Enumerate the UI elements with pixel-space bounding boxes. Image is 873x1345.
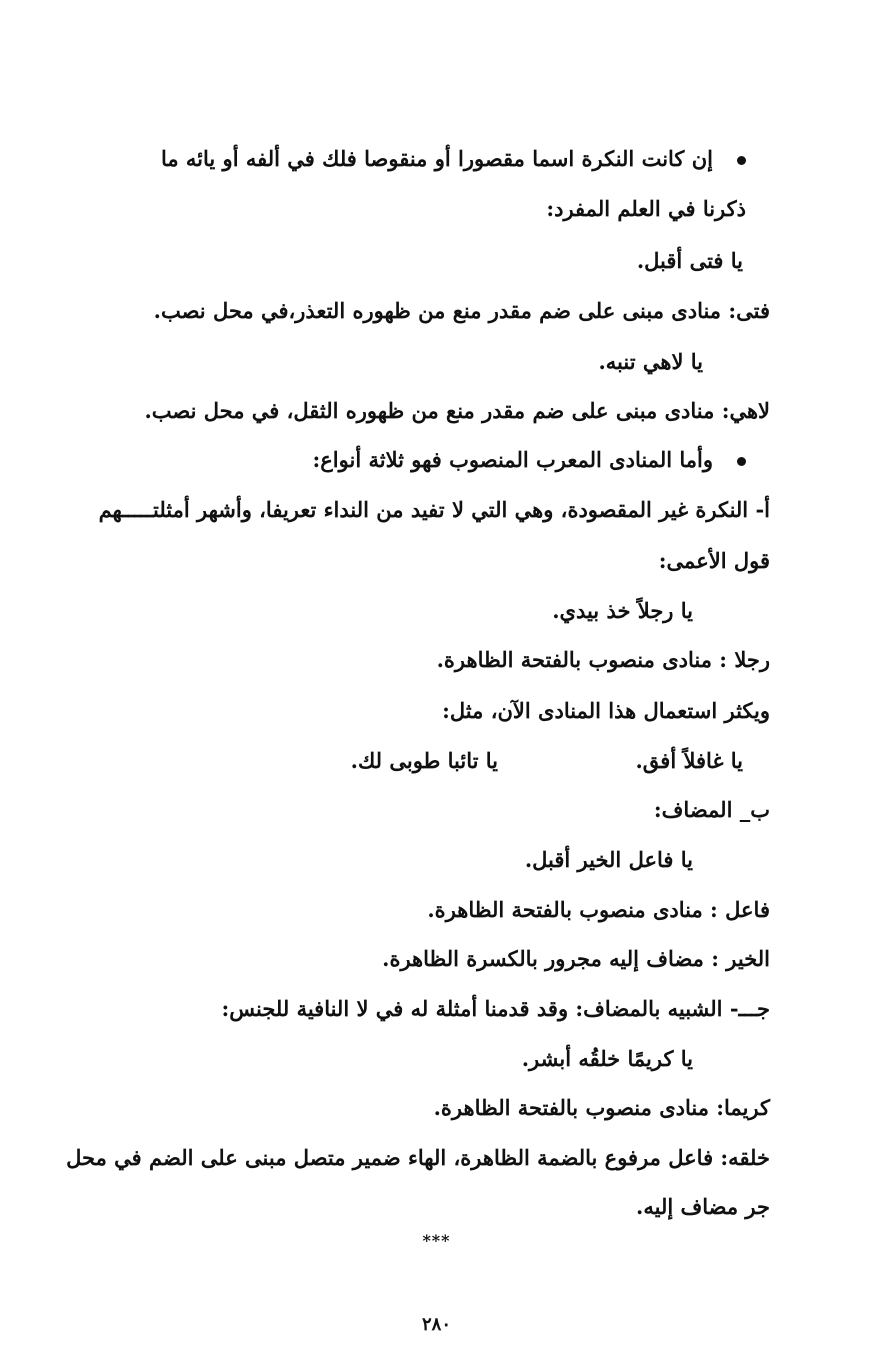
example-second: يا تائبا طوبى لك. — [350, 748, 498, 773]
text-line: أ- النكرة غير المقصودة، وهي التي لا تفيد من النداء تعريفا، وأشهر أمثلتـــــهم — [98, 497, 770, 522]
example-line: يا فتى أقبل. — [636, 248, 743, 273]
example-first: يا غافلاً أفق. — [635, 748, 743, 773]
bullet-paragraph-1 — [161, 144, 746, 174]
text-line: كريما: منادى منصوب بالفتحة الظاهرة. — [433, 1095, 770, 1120]
text-line: إن كانت النكرة اسما مقصورا أو منقوصا فلك في ألفه أو يائه ما — [160, 146, 713, 171]
text-line: خلقه: فاعل مرفوع بالضمة الظاهرة، الهاء ضمير متصل مبنى على الضم في محل — [66, 1145, 770, 1170]
example-line: يا رجلاً خذ بيدي. — [552, 598, 693, 623]
page-number: ٢٨٠ — [421, 1314, 451, 1335]
text-line: جـــ- الشبيه بالمضاف: وقد قدمنا أمثلة له في لا النافية للجنس: — [221, 996, 770, 1021]
text-line: قول الأعمى: — [658, 548, 770, 573]
example-line: يا كريمًا خلقُه أبشر. — [521, 1046, 693, 1071]
bullet-paragraph-2 — [313, 445, 746, 475]
text-line: ويكثر استعمال هذا المنادى الآن، مثل: — [442, 698, 770, 723]
text-line: رجلا : منادى منصوب بالفتحة الظاهرة. — [436, 647, 770, 672]
section-heading: ب_ المضاف: — [653, 797, 770, 822]
text-line: ذكرنا في العلم المفرد: — [546, 196, 746, 221]
example-line: يا لاهي تنبه. — [598, 349, 703, 374]
text-line: فتى: منادى مبنى على ضم مقدر منع من ظهوره التعذر،في محل نصب. — [153, 298, 770, 323]
text-line: جر مضاف إليه. — [636, 1194, 770, 1219]
bullet-icon — [737, 156, 746, 165]
section-separator: *** — [422, 1231, 451, 1250]
text-line: وأما المنادى المعرب المنصوب فهو ثلاثة أنواع: — [312, 447, 713, 472]
bullet-icon — [737, 457, 746, 466]
text-line: فاعل : منادى منصوب بالفتحة الظاهرة. — [427, 897, 770, 922]
example-line: يا فاعل الخير أقبل. — [524, 847, 693, 872]
text-line: الخير : مضاف إليه مجرور بالكسرة الظاهرة. — [382, 946, 770, 971]
text-line: لاهي: منادى مبنى على ضم مقدر منع من ظهوره الثقل، في محل نصب. — [144, 398, 770, 423]
